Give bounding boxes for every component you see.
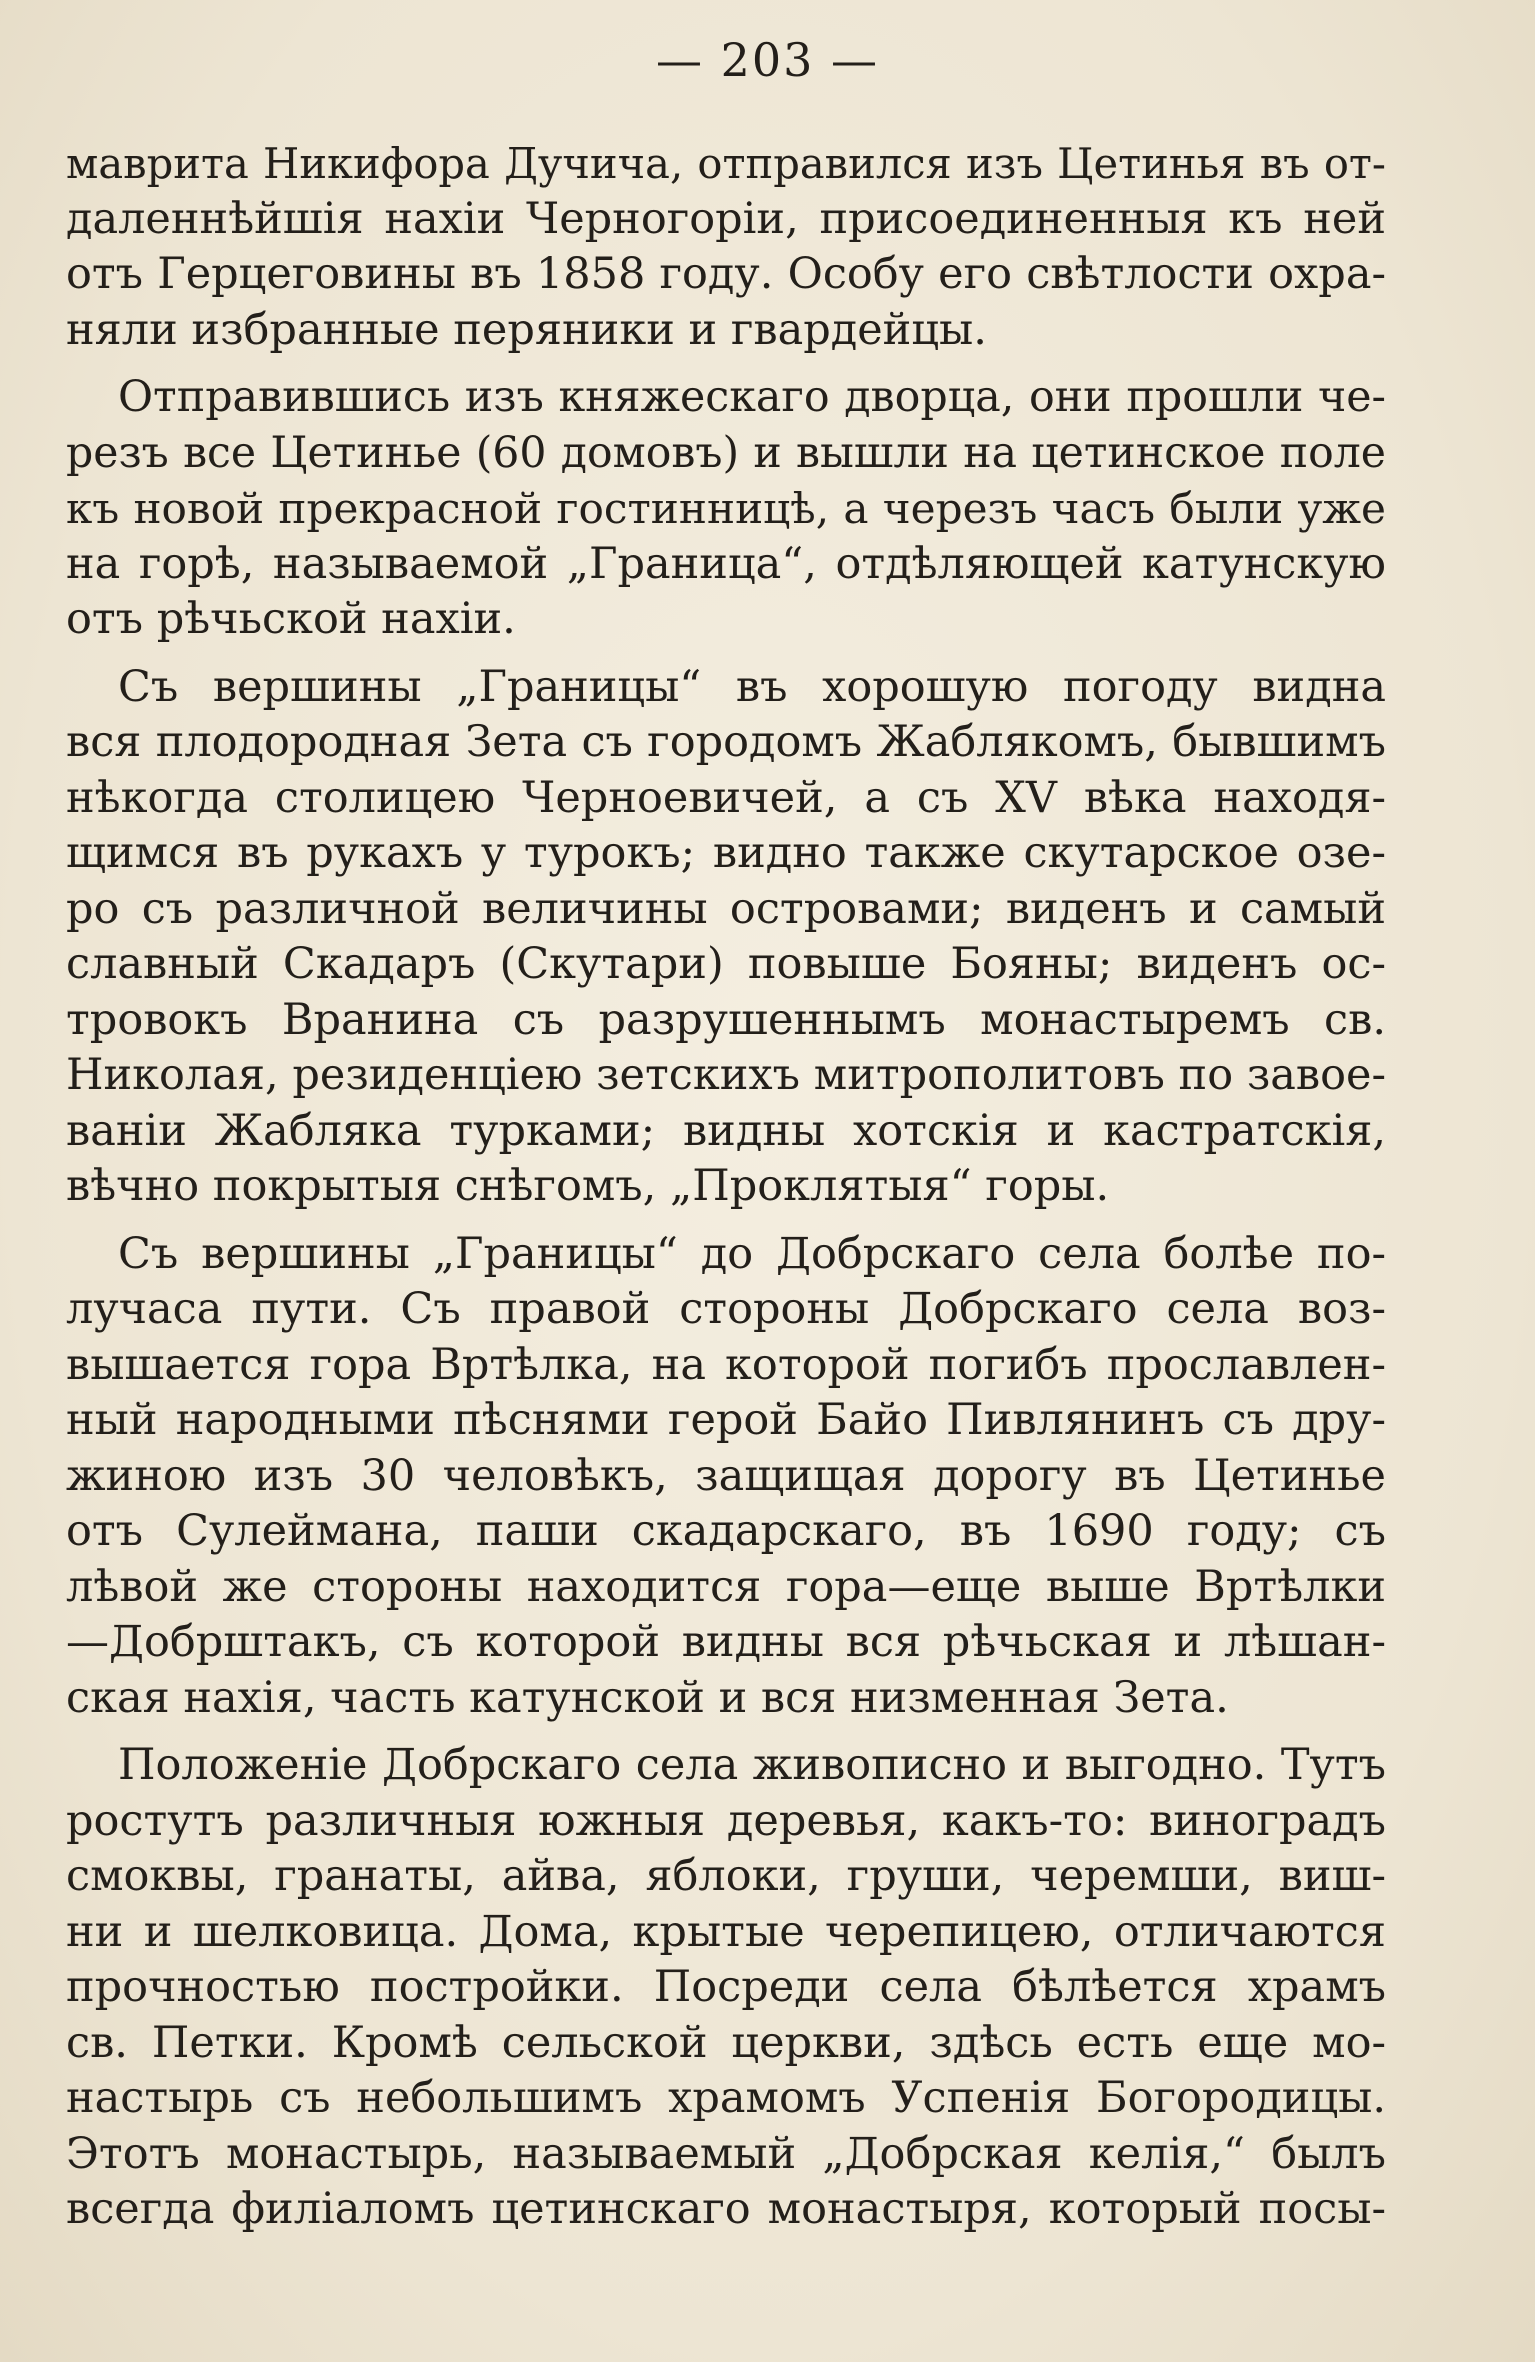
- text-line: лѣвой же стороны находится гора—еще выше Вртѣлки: [66, 1561, 1386, 1612]
- text-line: ный народными пѣснями герой Байо Пивлянинъ съ дру-: [66, 1395, 1386, 1445]
- text-line: прочностью постройки. Посреди села бѣлѣется храмъ: [66, 1962, 1386, 2012]
- text-line: ростутъ различныя южныя деревья, какъ-то: виноградъ: [66, 1795, 1386, 1846]
- text-line: резъ все Цетинье (60 домовъ) и вышли на цетинское поле: [66, 427, 1386, 478]
- text-line: ская нахія, часть катунской и вся низменная Зета.: [66, 1672, 1229, 1723]
- text-line: славный Скадаръ (Скутари) повыше Бояны; виденъ ос-: [66, 939, 1386, 989]
- paragraph: [66, 1227, 1386, 1727]
- text-line: всегда филіаломъ цетинскаго монастыря, который посы-: [66, 2184, 1386, 2234]
- page-number: — 203 —: [655, 33, 880, 87]
- text-line: на горѣ, называемой „Граница“, отдѣляющей катунскую: [66, 538, 1386, 589]
- text-line: вѣчно покрытыя снѣгомъ, „Проклятыя“ горы.: [66, 1161, 1110, 1211]
- text-line: Этотъ монастырь, называемый „Добрская келія,“ былъ: [66, 2128, 1386, 2179]
- paragraph: [66, 136, 1386, 358]
- text-line: смоквы, гранаты, айва, яблоки, груши, черемши, виш-: [66, 1851, 1386, 1901]
- text-line: тровокъ Вранина съ разрушеннымъ монастыремъ св.: [66, 994, 1386, 1045]
- text-line: Съ вершины „Границы“ въ хорошую погоду видна: [118, 661, 1386, 712]
- text-line: отъ рѣчьской нахіи.: [66, 594, 516, 644]
- text-line: лучаса пути. Съ правой стороны Добрскаго села воз-: [66, 1284, 1386, 1334]
- text-line: ни и шелковица. Дома, крытые черепицею, отличаются: [66, 1906, 1386, 1957]
- text-line: нѣкогда столицею Черноевичей, а съ XV вѣка находя-: [66, 772, 1386, 823]
- text-line: вся плодородная Зета съ городомъ Жаблякомъ, бывшимъ: [66, 717, 1386, 767]
- text-line: маврита Никифора Дучича, отправился изъ Цетинья въ от-: [66, 139, 1386, 188]
- text-line: щимся въ рукахъ у турокъ; видно также скутарское озе-: [66, 828, 1386, 878]
- paragraph: [66, 1738, 1386, 2238]
- text-line: Отправившись изъ княжескаго дворца, они прошли че-: [118, 372, 1386, 422]
- text-line: Съ вершины „Границы“ до Добрскаго села болѣе по-: [118, 1228, 1386, 1279]
- text-line: отъ Герцеговины въ 1858 году. Особу его свѣтлости охра-: [66, 249, 1386, 299]
- text-line: Николая, резиденціею зетскихъ митрополитовъ по завое-: [66, 1050, 1386, 1100]
- text-line: настырь съ небольшимъ храмомъ Успенія Богородицы.: [66, 2073, 1386, 2123]
- text-line: вышается гора Вртѣлка, на которой погибъ прославлен-: [66, 1339, 1386, 1390]
- text-line: —Добрштакъ, съ которой видны вся рѣчьская и лѣшан-: [66, 1617, 1386, 1667]
- text-line: ро съ различной величины островами; виденъ и самый: [66, 883, 1386, 934]
- text-line: Положеніе Добрскаго села живописно и выгодно. Тутъ: [118, 1740, 1386, 1790]
- text-line: св. Петки. Кромѣ сельской церкви, здѣсь есть еще мо-: [66, 2017, 1386, 2068]
- paragraph: [66, 660, 1386, 1215]
- paragraph: [66, 370, 1386, 648]
- text-line: къ новой прекрасной гостинницѣ, а черезъ часъ были уже: [66, 484, 1386, 533]
- text-line: няли избранные перяники и гвардейцы.: [66, 304, 987, 355]
- text-line: отъ Сулеймана, паши скадарскаго, въ 1690 году; съ: [66, 1506, 1386, 1556]
- text-line: даленнѣйшія нахіи Черногоріи, присоединенныя къ ней: [66, 193, 1386, 244]
- page-text: [66, 136, 1386, 2250]
- text-line: жиною изъ 30 человѣкъ, защищая дорогу въ Цетинье: [66, 1450, 1386, 1501]
- text-line: ваніи Жабляка турками; видны хотскія и кастратскія,: [66, 1105, 1386, 1156]
